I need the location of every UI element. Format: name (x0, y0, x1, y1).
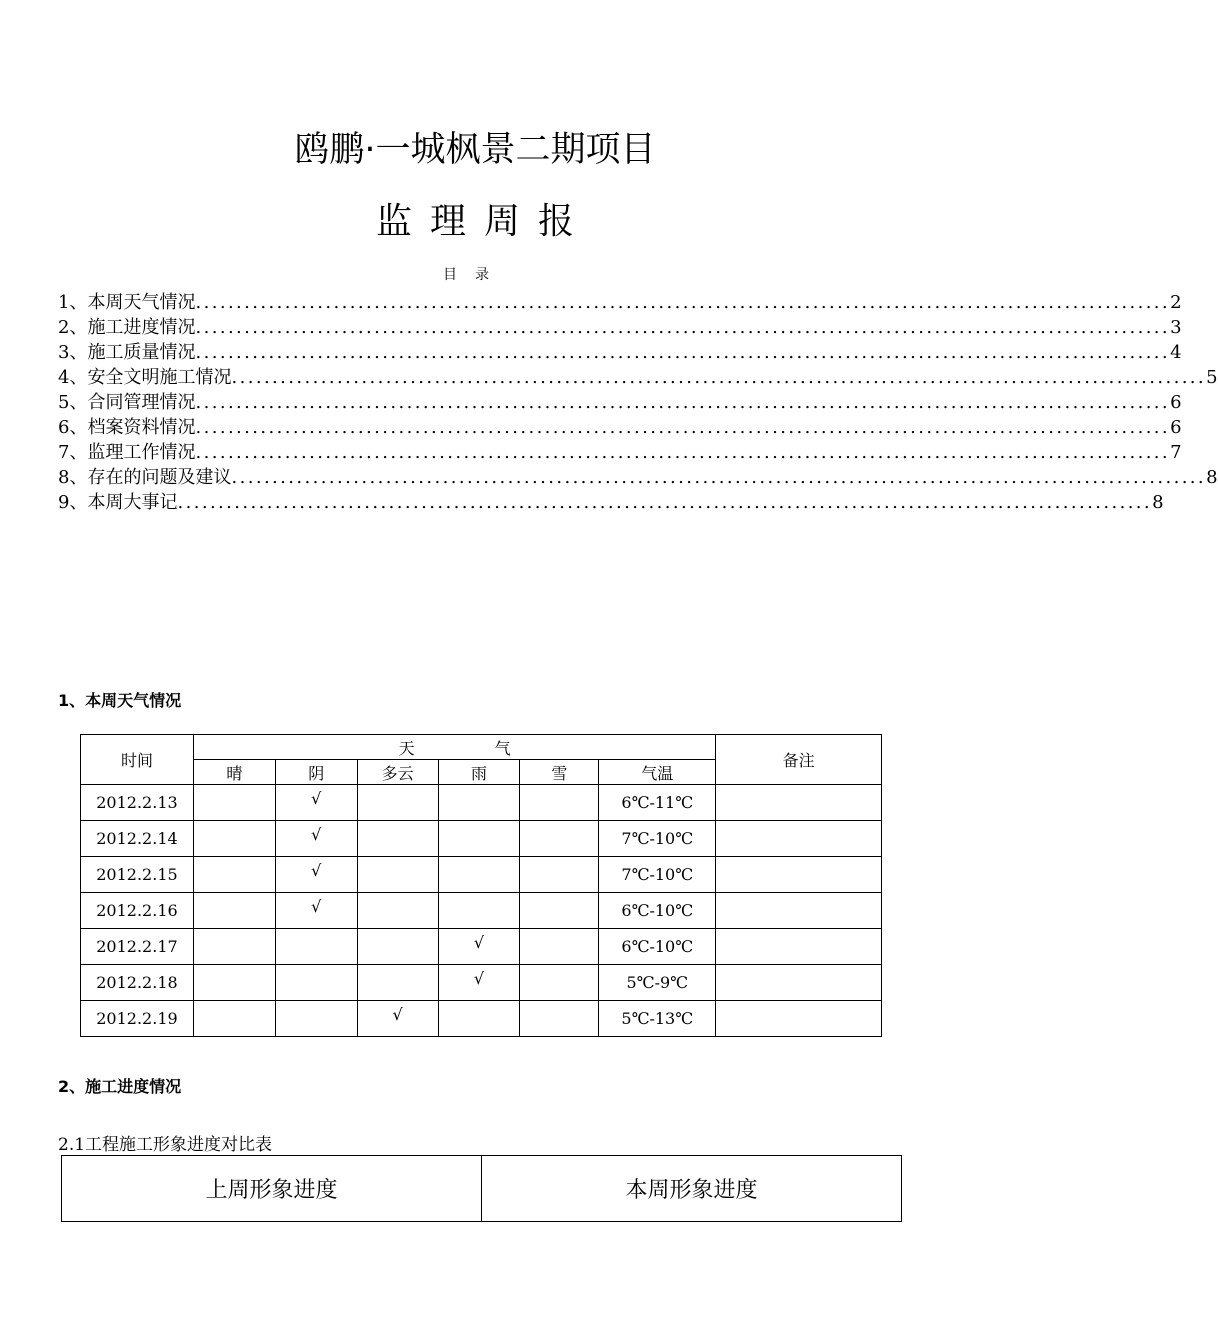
snow-cell (520, 893, 599, 929)
sunny-cell (193, 929, 275, 965)
header-temperature: 气温 (599, 760, 716, 785)
table-row (81, 857, 882, 893)
toc-page-number: 4 (1170, 342, 1182, 363)
temperature-cell: 7℃-10℃ (599, 821, 716, 857)
toc-page-number: 7 (1170, 442, 1182, 463)
date-cell: 2012.2.13 (81, 785, 194, 821)
date-cell: 2012.2.14 (81, 821, 194, 857)
notes-cell (716, 785, 882, 821)
sunny-cell (193, 821, 275, 857)
toc-page-number: 5 (1206, 367, 1218, 388)
toc-item[interactable]: 5、合同管理情况 ........................................................................................................................ 6 (58, 392, 1182, 413)
header-weather: 天 气 (193, 735, 715, 760)
notes-cell (716, 965, 882, 1001)
temperature-cell: 6℃-10℃ (599, 929, 716, 965)
toc-page-number: 2 (1170, 292, 1182, 313)
header-snow: 雪 (520, 760, 599, 785)
rain-cell (438, 857, 520, 893)
rain-cell (438, 893, 520, 929)
temperature-cell: 5℃-13℃ (599, 1001, 716, 1037)
toc-item[interactable]: 7、监理工作情况 ........................................................................................................................ 7 (58, 442, 1182, 463)
overcast-cell (275, 929, 357, 965)
toc-item[interactable]: 2、施工进度情况 ........................................................................................................................ 3 (58, 317, 1182, 338)
snow-cell (520, 1001, 599, 1037)
rain-cell (438, 821, 520, 857)
notes-cell (716, 893, 882, 929)
progress-comparison-table (61, 1155, 902, 1222)
partly-cloudy-cell: √ (357, 1001, 438, 1037)
notes-cell (716, 929, 882, 965)
toc-leader: ........................................................................................................................ (195, 342, 1171, 363)
temperature-cell: 6℃-10℃ (599, 893, 716, 929)
overcast-cell: √ (275, 821, 357, 857)
toc-item[interactable]: 3、施工质量情况 ........................................................................................................................ 4 (58, 342, 1182, 363)
snow-cell (520, 785, 599, 821)
temperature-cell: 7℃-10℃ (599, 857, 716, 893)
partly-cloudy-cell (357, 965, 438, 1001)
header-rain: 雨 (438, 760, 520, 785)
header-last-week-progress: 上周形象进度 (62, 1156, 482, 1222)
partly-cloudy-cell (357, 785, 438, 821)
header-overcast: 阴 (275, 760, 357, 785)
toc-page-number: 3 (1170, 317, 1182, 338)
toc-page-number: 8 (1206, 467, 1218, 488)
sunny-cell (193, 893, 275, 929)
header-partly-cloudy: 多云 (357, 760, 438, 785)
date-cell: 2012.2.15 (81, 857, 194, 893)
temperature-cell: 6℃-11℃ (599, 785, 716, 821)
sunny-cell (193, 1001, 275, 1037)
overcast-cell: √ (275, 893, 357, 929)
table-row (81, 965, 882, 1001)
toc-leader: ........................................................................................................................ (195, 292, 1171, 313)
toc-page-number: 8 (1152, 492, 1164, 513)
partly-cloudy-cell (357, 857, 438, 893)
table-row (81, 1001, 882, 1037)
toc-heading: 目录 (443, 267, 507, 283)
toc-item[interactable]: 4、安全文明施工情况 ........................................................................................................................ 5 (58, 367, 1218, 388)
toc-leader: ........................................................................................................................ (195, 442, 1171, 463)
snow-cell (520, 929, 599, 965)
toc-leader: ........................................................................................................................ (195, 317, 1171, 338)
partly-cloudy-cell (357, 893, 438, 929)
section-heading-weather: 1、本周天气情况 (58, 691, 182, 710)
snow-cell (520, 821, 599, 857)
table-row (81, 893, 882, 929)
date-cell: 2012.2.16 (81, 893, 194, 929)
rain-cell: √ (438, 965, 520, 1001)
weather-table (80, 734, 882, 1037)
overcast-cell: √ (275, 785, 357, 821)
table-row (81, 821, 882, 857)
header-time: 时间 (81, 735, 194, 785)
table-row (81, 785, 882, 821)
rain-cell (438, 785, 520, 821)
subsection-heading: 2.1工程施工形象进度对比表 (58, 1135, 273, 1155)
sunny-cell (193, 785, 275, 821)
toc-item[interactable]: 1、本周天气情况 ........................................................................................................................ 2 (58, 292, 1182, 313)
toc-leader: ........................................................................................................................ (177, 492, 1153, 513)
notes-cell (716, 1001, 882, 1037)
sunny-cell (193, 857, 275, 893)
rain-cell (438, 1001, 520, 1037)
toc-item[interactable]: 8、存在的问题及建议 ........................................................................................................................ 8 (58, 467, 1218, 488)
overcast-cell (275, 1001, 357, 1037)
section-heading-progress: 2、施工进度情况 (58, 1077, 182, 1096)
header-sunny: 晴 (193, 760, 275, 785)
partly-cloudy-cell (357, 929, 438, 965)
toc-page-number: 6 (1170, 392, 1182, 413)
overcast-cell (275, 965, 357, 1001)
temperature-cell: 5℃-9℃ (599, 965, 716, 1001)
toc-page-number: 6 (1170, 417, 1182, 438)
snow-cell (520, 857, 599, 893)
rain-cell: √ (438, 929, 520, 965)
toc-leader: ........................................................................................................................ (231, 467, 1207, 488)
toc-item[interactable]: 9、本周大事记 ........................................................................................................................ 8 (58, 492, 1164, 513)
header-this-week-progress: 本周形象进度 (482, 1156, 902, 1222)
date-cell: 2012.2.19 (81, 1001, 194, 1037)
sunny-cell (193, 965, 275, 1001)
notes-cell (716, 857, 882, 893)
date-cell: 2012.2.18 (81, 965, 194, 1001)
snow-cell (520, 965, 599, 1001)
toc-item[interactable]: 6、档案资料情况 ........................................................................................................................ 6 (58, 417, 1182, 438)
overcast-cell: √ (275, 857, 357, 893)
table-row (81, 929, 882, 965)
toc-leader: ........................................................................................................................ (195, 392, 1171, 413)
date-cell: 2012.2.17 (81, 929, 194, 965)
partly-cloudy-cell (357, 821, 438, 857)
report-title: 监理周报 (375, 201, 592, 242)
toc-leader: ........................................................................................................................ (231, 367, 1207, 388)
toc-leader: ........................................................................................................................ (195, 417, 1171, 438)
header-notes: 备注 (716, 735, 882, 785)
project-title: 鸥鹏·一城枫景二期项目 (294, 130, 656, 170)
notes-cell (716, 821, 882, 857)
